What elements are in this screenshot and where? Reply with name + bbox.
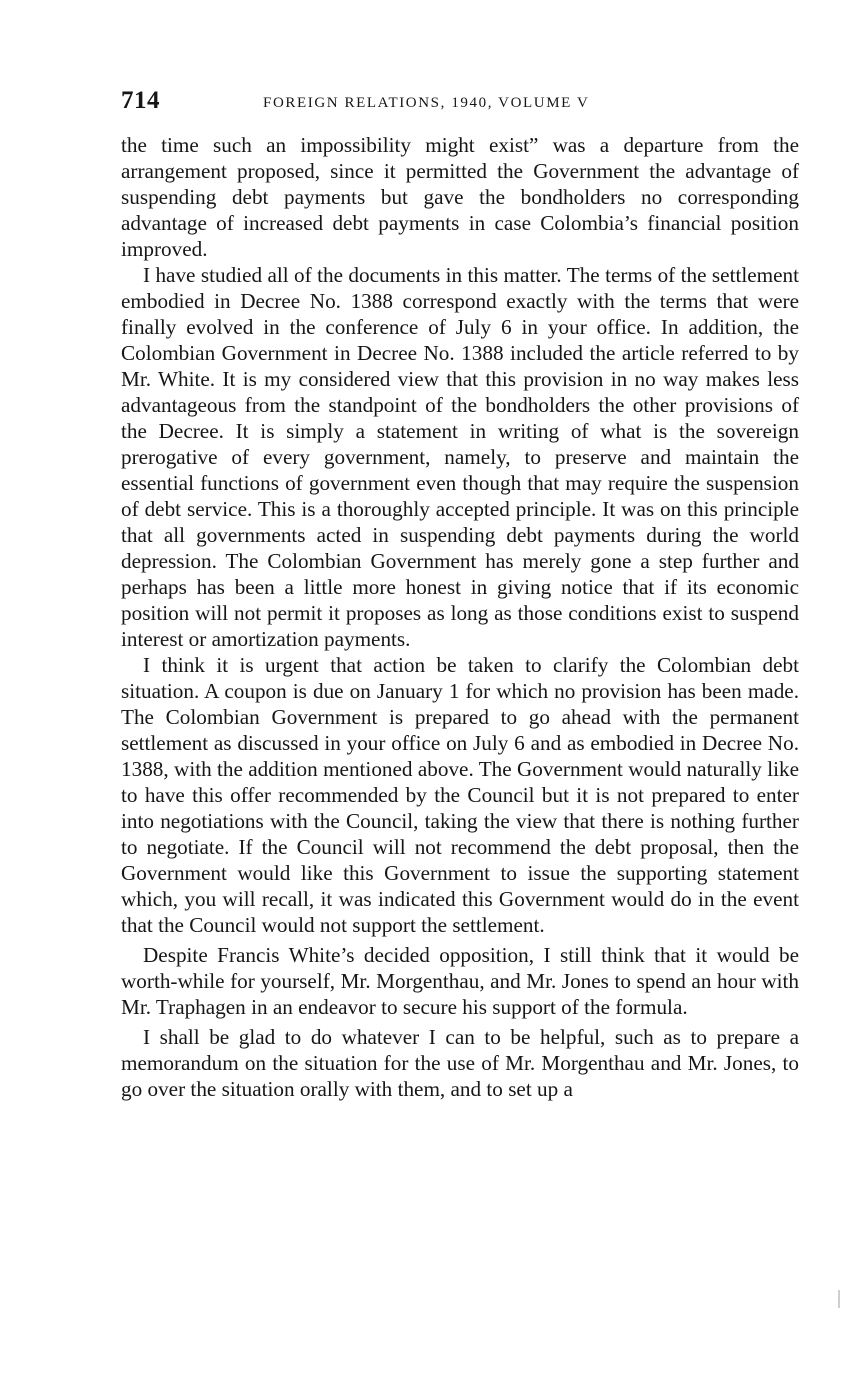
paragraph-continuation: the time such an impossibility might exist” was a departure from the arrangement proposed, since it permitted the Government the advantage of suspending debt payments but gave the bondholders no corresponding advantage of increased debt payments in case Colombia’s financial position improved. xyxy=(121,133,799,261)
body-text xyxy=(121,132,799,1102)
page-number: 714 xyxy=(121,87,160,114)
running-title: FOREIGN RELATIONS, 1940, VOLUME V xyxy=(263,95,590,111)
paragraph: I think it is urgent that action be taken to clarify the Colombian debt situation. A coupon is due on January 1 for which no provision has been made. The Colombian Government is prepared to go ahead with the permanent settlement as discussed in your office on July 6 and as embodied in Decree No. 1388, with the addition mentioned above. The Government would naturally like to have this offer recommended by the Council but it is not prepared to enter into negotiations with the Council, taking the view that there is nothing further to negotiate. If the Council will not recommend the debt proposal, then the Government would like this Government to issue the supporting statement which, you will recall, it was indicated this Government would do in the event that the Council would not support the settlement. xyxy=(121,653,799,937)
running-header xyxy=(121,86,799,122)
scan-edge-mark xyxy=(838,1290,840,1308)
paragraph: I have studied all of the documents in this matter. The terms of the settlement embodied in Decree No. 1388 correspond exactly with the terms that were finally evolved in the conference of July 6 in your office. In addition, the Colombian Government in Decree No. 1388 included the article referred to by Mr. White. It is my considered view that this provision in no way makes less advantageous from the standpoint of the bondholders the other provisions of the Decree. It is simply a statement in writing of what is the sovereign prerogative of every government, namely, to preserve and maintain the essential functions of government even though that may require the suspension of debt service. This is a thoroughly accepted principle. It was on this principle that all governments acted in suspending debt payments during the world depression. The Colombian Government has merely gone a step further and perhaps has been a little more honest in giving notice that if its economic position will not permit it proposes as long as those conditions exist to suspend interest or amortization payments. xyxy=(121,263,799,651)
paragraph: I shall be glad to do whatever I can to be helpful, such as to prepare a memorandum on the situation for the use of Mr. Morgenthau and Mr. Jones, to go over the situation orally with them, and to set up a xyxy=(121,1025,799,1101)
paragraph: Despite Francis White’s decided opposition, I still think that it would be worth-while for yourself, Mr. Morgenthau, and Mr. Jones to spend an hour with Mr. Traphagen in an endeavor to secure his support of the formula. xyxy=(121,943,799,1019)
